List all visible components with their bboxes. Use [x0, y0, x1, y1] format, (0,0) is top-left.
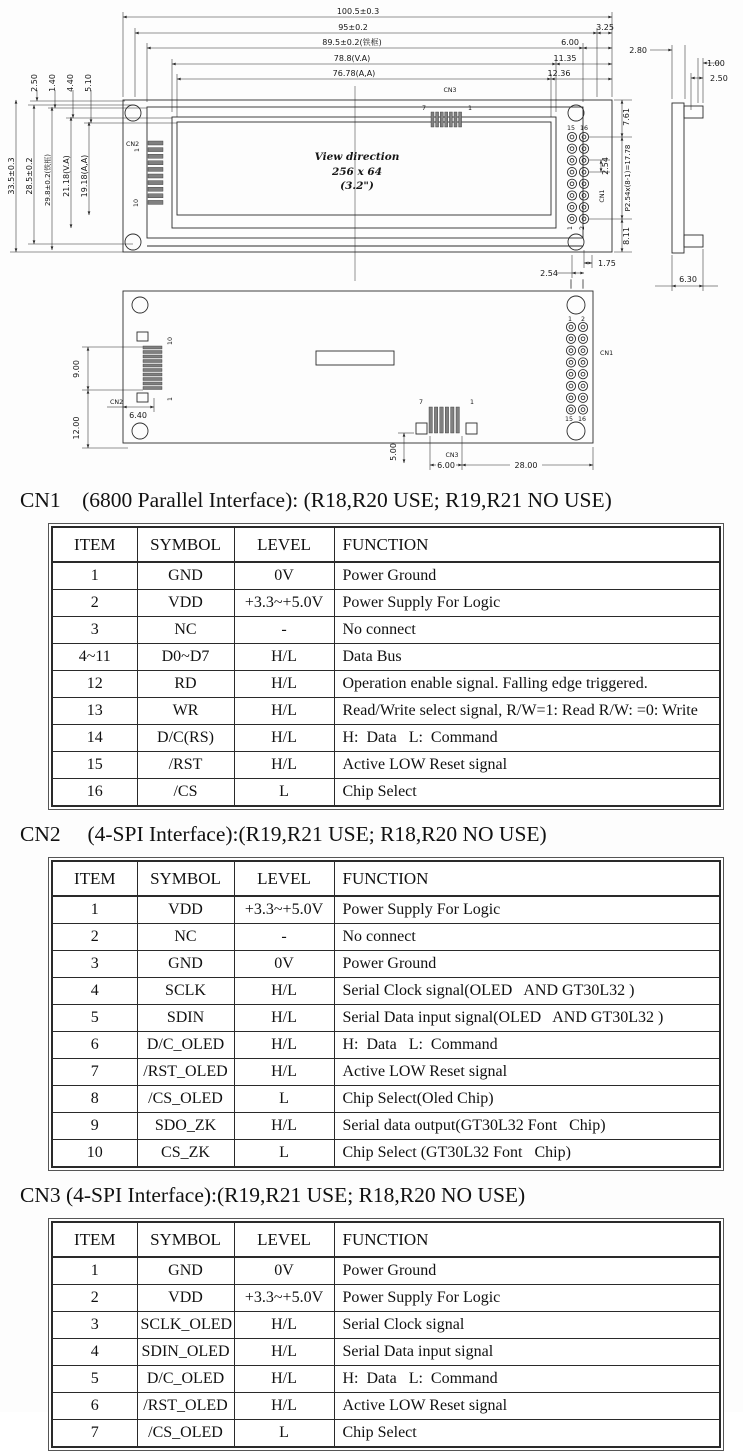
table-cell: 2	[52, 1285, 137, 1312]
table-cell: -	[234, 617, 334, 644]
dim-label: 95±0.2	[338, 23, 368, 32]
back-outline	[123, 291, 593, 443]
dim-label: 76.78(A,A)	[332, 69, 376, 78]
size-text: (3.2")	[340, 180, 374, 192]
dim-label: 7.61	[622, 108, 631, 126]
table-cell: 9	[52, 1113, 137, 1140]
table-cell: No connect	[334, 924, 720, 951]
table-cell: 14	[52, 725, 137, 752]
table-cell: D0~D7	[137, 644, 234, 671]
table-cell: Active LOW Reset signal	[334, 752, 720, 779]
col-header-level: LEVEL	[234, 861, 334, 896]
pin-number-label: 1	[567, 225, 574, 231]
table-cell: VDD	[137, 896, 234, 924]
table-cell: 4	[52, 978, 137, 1005]
table-row	[52, 1420, 720, 1448]
dim-label: 100.5±0.3	[336, 7, 380, 16]
table-cell: 3	[52, 617, 137, 644]
table-row	[52, 978, 720, 1005]
front-view	[7, 7, 632, 289]
table-cell: H/L	[234, 978, 334, 1005]
dim-label: 11.35	[553, 54, 577, 63]
table-cell: D/C_OLED	[137, 1032, 234, 1059]
cn2-label: CN2	[110, 399, 124, 406]
table-cell: Power Ground	[334, 562, 720, 590]
cn2-connector-pads	[148, 141, 163, 204]
back-view	[72, 279, 613, 470]
side-outline	[672, 103, 703, 253]
pin-number-label: 10	[167, 336, 174, 346]
table-cell: +3.3~+5.0V	[234, 590, 334, 617]
table-cell: 16	[52, 779, 137, 807]
dim-label: 29.8±0.2(铁框)	[44, 153, 52, 207]
cn1-pin-grid	[567, 132, 588, 223]
dim-label: 12.36	[547, 69, 571, 78]
table-cell: 5	[52, 1366, 137, 1393]
col-header-function: FUNCTION	[334, 527, 720, 562]
table-cell: 4	[52, 1339, 137, 1366]
dim-label: 5.10	[84, 74, 93, 92]
table-cell: CS_ZK	[137, 1140, 234, 1168]
col-header-item: ITEM	[52, 861, 137, 896]
table-cell: WR	[137, 698, 234, 725]
col-header-item: ITEM	[52, 1222, 137, 1257]
dim-label: P2.54x(8-1)=17.78	[624, 144, 632, 212]
dim-label: 1.00	[707, 59, 725, 68]
col-header-level: LEVEL	[234, 527, 334, 562]
table-row	[52, 924, 720, 951]
pin-number-label: 1	[469, 399, 475, 406]
table-cell: 7	[52, 1059, 137, 1086]
table-cell: -	[234, 924, 334, 951]
dim-label: 1.75	[598, 259, 616, 268]
table-cell: H/L	[234, 698, 334, 725]
table-cell: SCLK_OLED	[137, 1312, 234, 1339]
table-cell: +3.3~+5.0V	[234, 896, 334, 924]
table-cell: H/L	[234, 1032, 334, 1059]
table-row	[52, 725, 720, 752]
cn3-connector-pads	[431, 112, 462, 127]
table-cell: Read/Write select signal, R/W=1: Read R/W: =0: Write	[334, 698, 720, 725]
table-cell: H/L	[234, 1312, 334, 1339]
table-cell: Power Ground	[334, 1257, 720, 1285]
cn2-connector-pads	[143, 346, 162, 390]
dim-label: 33.5±0.3	[7, 157, 16, 195]
component-outline	[316, 351, 394, 365]
pin-table-cn2	[48, 857, 724, 1171]
table-cell: GND	[137, 951, 234, 978]
cn1-label: CN1	[599, 189, 606, 203]
table-cell: L	[234, 1086, 334, 1113]
table-cell: 0V	[234, 562, 334, 590]
table-cell: H/L	[234, 752, 334, 779]
table-cell: 2	[52, 924, 137, 951]
table-cell: 15	[52, 752, 137, 779]
mounting-hole	[567, 296, 585, 314]
table-row	[52, 752, 720, 779]
table-cell: Power Supply For Logic	[334, 896, 720, 924]
pin-number-label: 1	[567, 316, 573, 323]
table-cell: 4~11	[52, 644, 137, 671]
dim-label: 28.5±0.2	[25, 157, 34, 195]
table-header-row	[52, 527, 720, 562]
table-cell: Chip Select (GT30L32 Font Chip)	[334, 1140, 720, 1168]
table-cell: 1	[52, 896, 137, 924]
table-cell: 12	[52, 671, 137, 698]
dim-label: 6.30	[679, 275, 697, 284]
table-cell: 2	[52, 590, 137, 617]
table-cell: 3	[52, 1312, 137, 1339]
table-cell: Power Supply For Logic	[334, 1285, 720, 1312]
table-cell: H: Data L: Command	[334, 1366, 720, 1393]
table-cell: L	[234, 1140, 334, 1168]
dim-label: 2.50	[710, 74, 728, 83]
col-header-symbol: SYMBOL	[137, 527, 234, 562]
dim-label: 2.54	[601, 157, 610, 175]
section-title-cn1: CN1 (6800 Parallel Interface): (R18,R20 USE; R19,R21 NO USE)	[20, 488, 612, 512]
table-cell: VDD	[137, 590, 234, 617]
back-labels	[72, 316, 613, 470]
dim-label: 1.40	[48, 74, 57, 92]
table-cell: L	[234, 779, 334, 807]
col-header-item: ITEM	[52, 527, 137, 562]
col-header-symbol: SYMBOL	[137, 861, 234, 896]
table-cell: 1	[52, 562, 137, 590]
dim-label: 89.5±0.2(铁框)	[322, 38, 382, 47]
pin-number-label: 1	[167, 396, 174, 402]
dim-label: 6.00	[437, 461, 455, 470]
table-cell: /CS	[137, 779, 234, 807]
table-cell: Chip Select	[334, 779, 720, 807]
cn1-pin-grid	[566, 322, 587, 414]
pin-number-label: 16	[579, 125, 589, 132]
mounting-hole	[132, 297, 148, 313]
table-row	[52, 617, 720, 644]
dim-label: 3.25	[596, 23, 614, 32]
table-cell: +3.3~+5.0V	[234, 1285, 334, 1312]
pin-number-label: 1	[467, 105, 473, 112]
table-cell: Serial Data input signal(OLED AND GT30L32 )	[334, 1005, 720, 1032]
col-header-function: FUNCTION	[334, 861, 720, 896]
table-row	[52, 671, 720, 698]
table-cell: H/L	[234, 1113, 334, 1140]
table-cell: Serial Clock signal(OLED AND GT30L32 )	[334, 978, 720, 1005]
table-cell: /CS_OLED	[137, 1086, 234, 1113]
cn3-label: CN3	[443, 87, 457, 94]
table-cell: SDO_ZK	[137, 1113, 234, 1140]
table-header-row	[52, 861, 720, 896]
table-cell: Serial Data input signal	[334, 1339, 720, 1366]
col-header-symbol: SYMBOL	[137, 1222, 234, 1257]
table-cell: 1	[52, 1257, 137, 1285]
table-cell: /RST_OLED	[137, 1059, 234, 1086]
table-row	[52, 1339, 720, 1366]
table-cell: 8	[52, 1086, 137, 1113]
table-cell: 6	[52, 1393, 137, 1420]
table-row	[52, 1393, 720, 1420]
table-cell: No connect	[334, 617, 720, 644]
table-row	[52, 896, 720, 924]
pin-number-label: 7	[418, 399, 424, 406]
dim-label: 19.18(A,A)	[80, 154, 89, 198]
dim-label: 2.50	[30, 74, 39, 92]
table-row	[52, 1032, 720, 1059]
table-cell: H: Data L: Command	[334, 1032, 720, 1059]
mounting-hole	[567, 422, 585, 440]
table-row	[52, 590, 720, 617]
mechanical-drawing	[0, 0, 743, 480]
table-cell: GND	[137, 1257, 234, 1285]
table-cell: L	[234, 1420, 334, 1448]
table-cell: Serial Clock signal	[334, 1312, 720, 1339]
pin-number-label: 15	[564, 416, 574, 423]
table-row	[52, 1059, 720, 1086]
pin-number-label: 1	[134, 147, 141, 153]
table-cell: 7	[52, 1420, 137, 1448]
table-cell: H/L	[234, 1366, 334, 1393]
table-row	[52, 644, 720, 671]
dim-label: 6.00	[561, 38, 579, 47]
table-cell: Active LOW Reset signal	[334, 1393, 720, 1420]
dim-label: 9.00	[72, 360, 81, 378]
front-labels	[7, 7, 632, 278]
table-cell: NC	[137, 617, 234, 644]
mounting-hole	[132, 423, 148, 439]
table-cell: H/L	[234, 1339, 334, 1366]
section-title-cn2: CN2 (4-SPI Interface):(R19,R21 USE; R18,R20 NO USE)	[20, 822, 547, 846]
resolution-text: 256 x 64	[331, 166, 383, 178]
dim-label: 6.40	[129, 411, 147, 420]
table-cell: VDD	[137, 1285, 234, 1312]
table-row	[52, 1140, 720, 1168]
table-cell: 6	[52, 1032, 137, 1059]
table-row	[52, 562, 720, 590]
dim-label: 28.00	[514, 461, 538, 470]
col-header-level: LEVEL	[234, 1222, 334, 1257]
dim-label: 21.18(V.A)	[62, 155, 71, 197]
side-labels	[629, 46, 728, 284]
table-cell: Serial data output(GT30L32 Font Chip)	[334, 1113, 720, 1140]
pin-table-cn3	[48, 1218, 724, 1451]
table-cell: 3	[52, 951, 137, 978]
dim-label: 5.00	[389, 443, 398, 461]
table-row	[52, 1312, 720, 1339]
table-row	[52, 1285, 720, 1312]
cn1-label: CN1	[600, 350, 614, 357]
dim-label: 4.40	[66, 74, 75, 92]
mounting-hole	[568, 234, 584, 250]
table-cell: Data Bus	[334, 644, 720, 671]
table-cell: /RST	[137, 752, 234, 779]
table-cell: RD	[137, 671, 234, 698]
table-cell: 13	[52, 698, 137, 725]
cn3-label: CN3	[445, 452, 459, 459]
table-row	[52, 1005, 720, 1032]
col-header-function: FUNCTION	[334, 1222, 720, 1257]
table-cell: H/L	[234, 644, 334, 671]
section-title-cn3: CN3 (4-SPI Interface):(R19,R21 USE; R18,R20 NO USE)	[20, 1183, 526, 1207]
table-cell: /RST_OLED	[137, 1393, 234, 1420]
table-row	[52, 951, 720, 978]
dim-label: 12.00	[72, 416, 81, 440]
table-cell: H/L	[234, 1393, 334, 1420]
pin-number-label: 16	[577, 416, 587, 423]
table-cell: Power Ground	[334, 951, 720, 978]
dim-label: 2.54	[540, 269, 558, 278]
cn3-connector-pads	[429, 407, 459, 433]
table-cell: 0V	[234, 951, 334, 978]
table-cell: H: Data L: Command	[334, 725, 720, 752]
table-cell: Chip Select	[334, 1420, 720, 1448]
table-cell: D/C_OLED	[137, 1366, 234, 1393]
pin-number-label: 7	[421, 105, 427, 112]
table-cell: 10	[52, 1140, 137, 1168]
table-cell: SDIN	[137, 1005, 234, 1032]
pin-table-cn1	[48, 523, 724, 810]
table-header-row	[52, 1222, 720, 1257]
mounting-hole	[125, 234, 141, 250]
table-cell: 0V	[234, 1257, 334, 1285]
pin-number-label: 15	[566, 125, 576, 132]
table-cell: H/L	[234, 725, 334, 752]
table-cell: GND	[137, 562, 234, 590]
pin-number-label: 10	[133, 198, 140, 208]
dim-label: 78.8(V.A)	[333, 54, 371, 63]
side-view	[629, 45, 728, 291]
table-cell: /CS_OLED	[137, 1420, 234, 1448]
table-row	[52, 1086, 720, 1113]
table-row	[52, 698, 720, 725]
table-cell: Chip Select(Oled Chip)	[334, 1086, 720, 1113]
table-row	[52, 779, 720, 807]
dim-label: 8.11	[622, 227, 631, 245]
table-cell: 5	[52, 1005, 137, 1032]
table-cell: H/L	[234, 1005, 334, 1032]
mounting-hole	[125, 105, 141, 121]
table-cell: NC	[137, 924, 234, 951]
table-cell: Operation enable signal. Falling edge triggered.	[334, 671, 720, 698]
view-direction-text: View direction	[314, 151, 400, 163]
table-row	[52, 1113, 720, 1140]
table-cell: SDIN_OLED	[137, 1339, 234, 1366]
table-cell: Active LOW Reset signal	[334, 1059, 720, 1086]
table-cell: Power Supply For Logic	[334, 590, 720, 617]
pin-number-label: 2	[579, 225, 586, 231]
table-cell: H/L	[234, 1059, 334, 1086]
table-cell: SCLK	[137, 978, 234, 1005]
table-cell: H/L	[234, 671, 334, 698]
dim-label: 2.80	[629, 46, 647, 55]
table-row	[52, 1257, 720, 1285]
table-row	[52, 1366, 720, 1393]
table-cell: D/C(RS)	[137, 725, 234, 752]
cn2-label: CN2	[126, 141, 140, 148]
pin-number-label: 2	[580, 316, 586, 323]
